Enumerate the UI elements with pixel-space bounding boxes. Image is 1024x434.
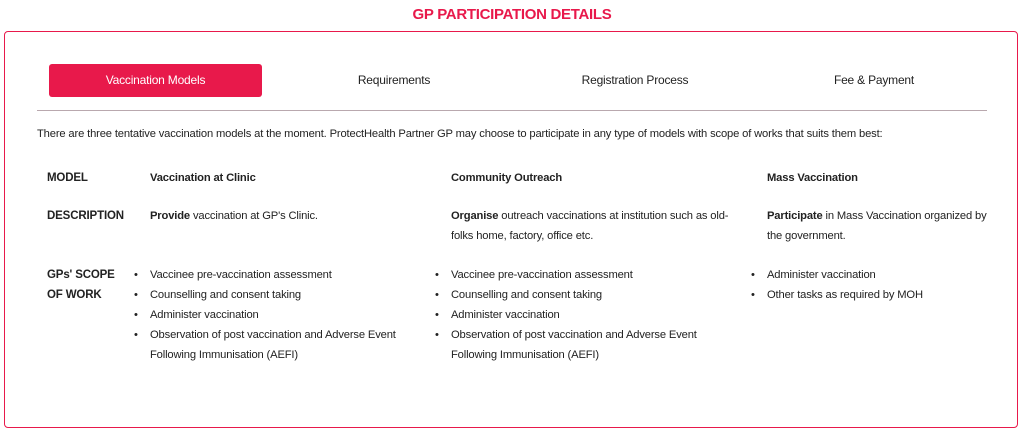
tab-registration-process[interactable]: Registration Process bbox=[581, 73, 689, 87]
model-vaccination-at-clinic: Vaccination at Clinic bbox=[150, 172, 256, 184]
tab-bar bbox=[49, 64, 989, 98]
tab-divider bbox=[37, 110, 987, 111]
tab-fee-payment[interactable]: Fee & Payment bbox=[833, 73, 915, 87]
page-title: GP PARTICIPATION DETAILS bbox=[412, 6, 612, 23]
scope-list-clinic bbox=[132, 265, 422, 365]
description-clinic-text: vaccination at GP's Clinic. bbox=[190, 210, 318, 222]
tab-requirements[interactable]: Requirements bbox=[357, 73, 431, 87]
model-mass-vaccination: Mass Vaccination bbox=[767, 172, 858, 184]
list-item: • Vaccinee pre-vaccination assessment bbox=[134, 269, 332, 281]
description-outreach-lead: Organise bbox=[451, 210, 499, 222]
list-item: • Counselling and consent taking bbox=[435, 289, 602, 301]
description-mass bbox=[767, 206, 987, 246]
row-label-model: MODEL bbox=[47, 172, 88, 184]
intro-text: There are three tentative vaccination models at the moment. ProtectHealth Partner GP may choose to participate in any type of models with scope of works that suits them best: bbox=[37, 128, 883, 140]
tab-vaccination-models[interactable]: Vaccination Models bbox=[49, 64, 262, 97]
list-item: • Administer vaccination bbox=[751, 269, 876, 281]
row-label-scope-line2: OF WORK bbox=[47, 289, 102, 301]
details-panel bbox=[4, 31, 1018, 428]
list-item: • Administer vaccination bbox=[134, 309, 259, 321]
description-outreach bbox=[451, 206, 741, 246]
list-item: • Observation of post vaccination and Adverse Event Following Immunisation (AEFI) bbox=[134, 329, 396, 361]
description-mass-lead: Participate bbox=[767, 210, 823, 222]
list-item: • Counselling and consent taking bbox=[134, 289, 301, 301]
model-community-outreach: Community Outreach bbox=[451, 172, 563, 184]
list-item: • Other tasks as required by MOH bbox=[751, 289, 923, 301]
description-mass-text: in Mass Vaccination organized by the government. bbox=[767, 210, 987, 242]
scope-list-outreach bbox=[433, 265, 733, 365]
row-label-scope-line1: GPs' SCOPE bbox=[47, 269, 115, 281]
description-outreach-text: outreach vaccinations at institution such as old-folks home, factory, office etc. bbox=[451, 210, 729, 242]
scope-list-mass bbox=[749, 265, 989, 305]
list-item: • Observation of post vaccination and Adverse Event Following Immunisation (AEFI) bbox=[435, 329, 697, 361]
description-clinic bbox=[150, 206, 430, 226]
description-clinic-lead: Provide bbox=[150, 210, 190, 222]
list-item: • Vaccinee pre-vaccination assessment bbox=[435, 269, 633, 281]
row-label-description: DESCRIPTION bbox=[47, 210, 124, 222]
list-item: • Administer vaccination bbox=[435, 309, 560, 321]
row-label-scope bbox=[47, 265, 137, 305]
